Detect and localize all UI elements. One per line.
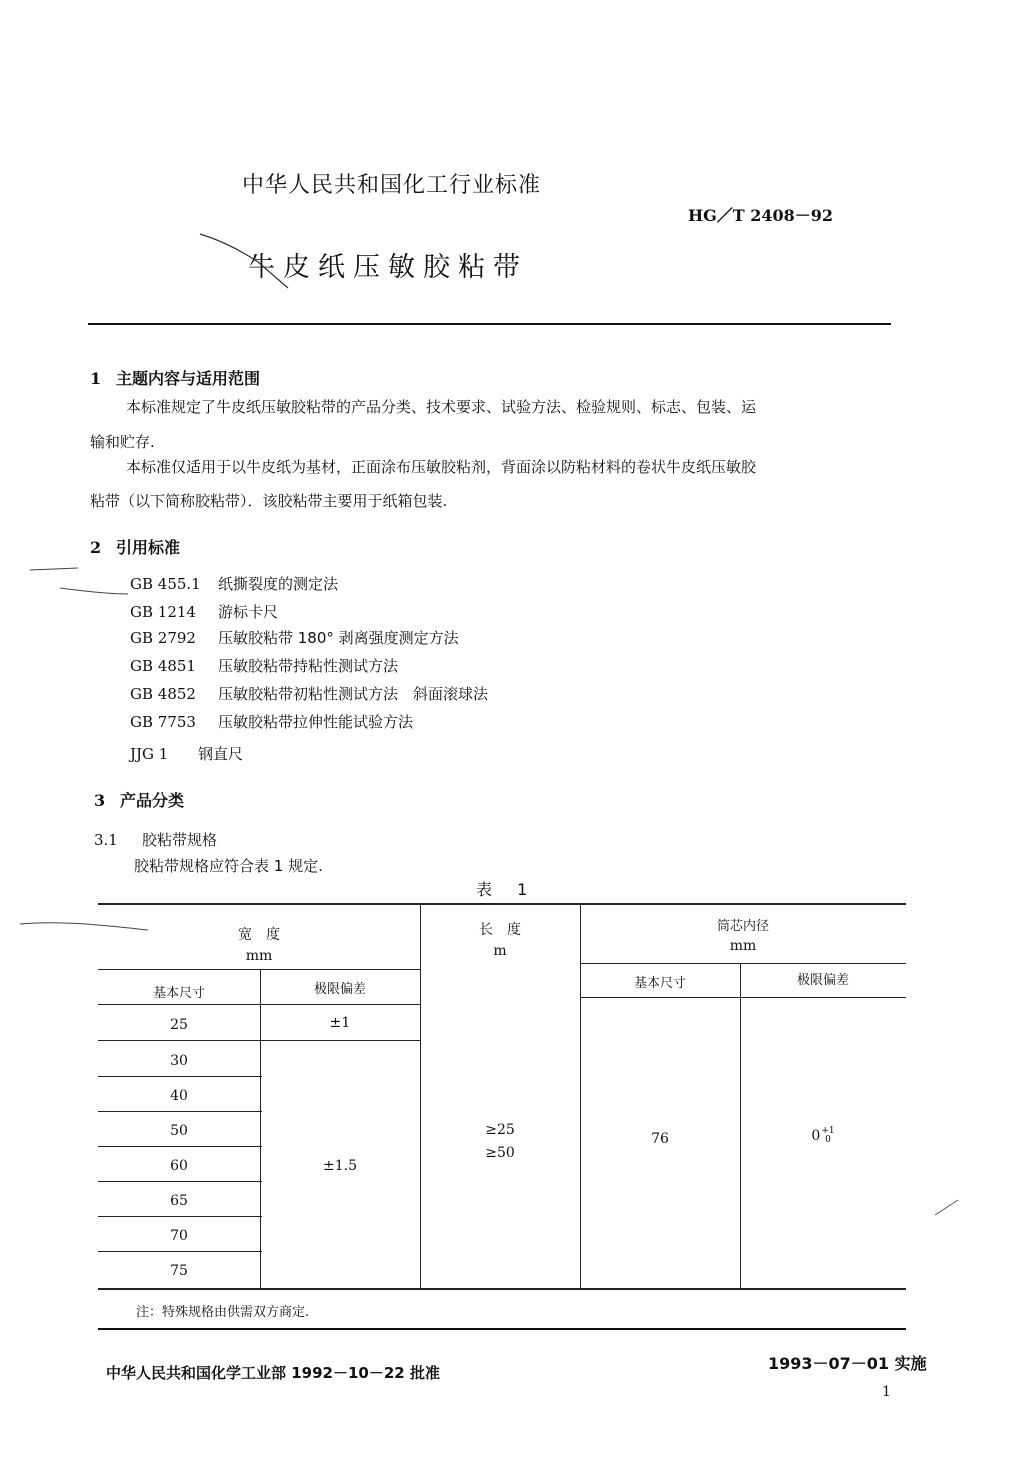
footer-rule xyxy=(98,1328,906,1330)
table-rule xyxy=(98,1216,262,1217)
table-rule xyxy=(98,1181,262,1182)
section-title: 引用标准 xyxy=(116,538,181,557)
table-rule xyxy=(420,903,421,1289)
length-header: 长 度 xyxy=(479,922,521,938)
section-1-para2-line2: 粘带（以下简称胶粘带）．该胶粘带主要用于纸箱包装. xyxy=(90,492,448,510)
table-rule xyxy=(740,963,741,1289)
reference-code: GB 4852 xyxy=(130,685,196,703)
reference-item xyxy=(130,683,488,704)
reference-title: 压敏胶粘带初粘性测试方法 斜面滚球法 xyxy=(218,685,489,703)
core-tolerance-base: 0 xyxy=(811,1128,821,1144)
section-number: 3 xyxy=(94,791,106,810)
section-1-para1-line2: 输和贮存. xyxy=(90,433,155,451)
subsection-3-1-heading xyxy=(94,829,217,850)
core-tolerance-value xyxy=(740,1127,906,1145)
table-caption: 表 1 xyxy=(476,880,538,899)
spec-table xyxy=(98,903,906,1290)
table-rule xyxy=(580,997,906,998)
reference-code: GB 4851 xyxy=(130,657,196,675)
reference-code: GB 1214 xyxy=(130,603,196,621)
reference-code: GB 7753 xyxy=(130,713,196,731)
reference-item xyxy=(130,743,243,764)
col-core-basic-size: 基本尺寸 xyxy=(633,976,686,991)
table-rule xyxy=(98,1076,262,1077)
tolerance-value: ±1 xyxy=(329,1015,351,1031)
length-value: ≥25 xyxy=(485,1122,515,1138)
header-rule xyxy=(88,323,891,325)
table-rule xyxy=(580,903,581,1289)
subsection-3-1-text: 胶粘带规格应符合表 1 规定. xyxy=(134,857,323,875)
table-rule xyxy=(98,1004,420,1005)
col-core-tolerance: 极限偏差 xyxy=(796,973,849,988)
reference-item xyxy=(130,655,398,676)
reference-item xyxy=(130,573,338,594)
core-header: 筒芯内径 xyxy=(716,919,769,934)
reference-title: 纸撕裂度的测定法 xyxy=(218,575,339,593)
subsection-number: 3.1 xyxy=(94,831,118,849)
width-value: 30 xyxy=(170,1053,188,1069)
tolerance-value: ±1.5 xyxy=(323,1158,357,1174)
length-value: ≥50 xyxy=(485,1145,515,1161)
page-number: 1 xyxy=(882,1384,891,1400)
core-basic-value: 76 xyxy=(651,1131,669,1147)
width-value: 25 xyxy=(170,1017,188,1033)
reference-title: 压敏胶粘带持粘性测试方法 xyxy=(218,657,399,675)
section-number: 2 xyxy=(90,538,102,557)
reference-title: 游标卡尺 xyxy=(218,603,279,621)
table-note: 注：特殊规格由供需双方商定. xyxy=(136,1305,310,1320)
table-rule xyxy=(98,1111,262,1112)
width-value: 40 xyxy=(170,1088,188,1104)
section-2-heading xyxy=(90,535,180,558)
standard-code: HG／T 2408－92 xyxy=(688,206,834,225)
table-rule xyxy=(98,1146,262,1147)
width-value: 65 xyxy=(170,1193,188,1209)
width-value: 70 xyxy=(170,1228,188,1244)
document-title: 牛皮纸压敏胶粘带 xyxy=(248,252,528,283)
col-tolerance: 极限偏差 xyxy=(313,982,366,997)
approval-line: 中华人民共和国化学工业部 1992－10－22 批准 xyxy=(106,1364,440,1382)
width-value: 50 xyxy=(170,1123,188,1139)
width-value: 60 xyxy=(170,1158,188,1174)
section-number: 1 xyxy=(90,369,102,388)
subsection-title: 胶粘带规格 xyxy=(142,831,218,849)
core-unit: mm xyxy=(729,938,757,954)
table-rule xyxy=(98,1288,906,1290)
reference-code: JJG 1 xyxy=(130,745,169,763)
reference-code: GB 2792 xyxy=(130,629,196,647)
section-title: 主题内容与适用范围 xyxy=(116,369,261,388)
width-unit: mm xyxy=(245,948,273,964)
width-header: 宽 度 xyxy=(238,927,280,943)
table-rule xyxy=(98,969,420,970)
table-rule xyxy=(580,963,906,964)
length-unit: m xyxy=(493,943,507,959)
width-value: 75 xyxy=(170,1263,188,1279)
section-title: 产品分类 xyxy=(120,791,185,810)
section-1-para1-line1: 本标准规定了牛皮纸压敏胶粘带的产品分类、技术要求、试验方法、检验规则、标志、包装、运 xyxy=(126,398,757,416)
reference-item xyxy=(130,627,459,648)
reference-code: GB 455.1 xyxy=(130,575,201,593)
col-basic-size: 基本尺寸 xyxy=(152,986,205,1001)
issuer-heading: 中华人民共和国化工行业标准 xyxy=(242,173,542,198)
section-1-para2-line1: 本标准仅适用于以牛皮纸为基材，正面涂布压敏胶粘剂，背面涂以防粘材料的卷状牛皮纸压敏胶 xyxy=(126,458,757,476)
reference-title: 压敏胶粘带拉伸性能试验方法 xyxy=(218,713,414,731)
core-tolerance-lower: 0 xyxy=(825,1135,831,1145)
reference-item xyxy=(130,711,413,732)
core-tolerance-upper: +1 xyxy=(821,1126,835,1136)
reference-item xyxy=(130,601,278,622)
reference-title: 压敏胶粘带 180° 剥离强度测定方法 xyxy=(218,629,459,647)
reference-title: 钢直尺 xyxy=(198,745,244,763)
table-rule xyxy=(98,1251,262,1252)
table-rule xyxy=(98,1040,420,1041)
section-3-heading xyxy=(94,788,184,811)
section-1-heading xyxy=(90,366,260,389)
effective-date: 1993－07－01 实施 xyxy=(768,1354,927,1373)
table-rule xyxy=(98,903,906,905)
